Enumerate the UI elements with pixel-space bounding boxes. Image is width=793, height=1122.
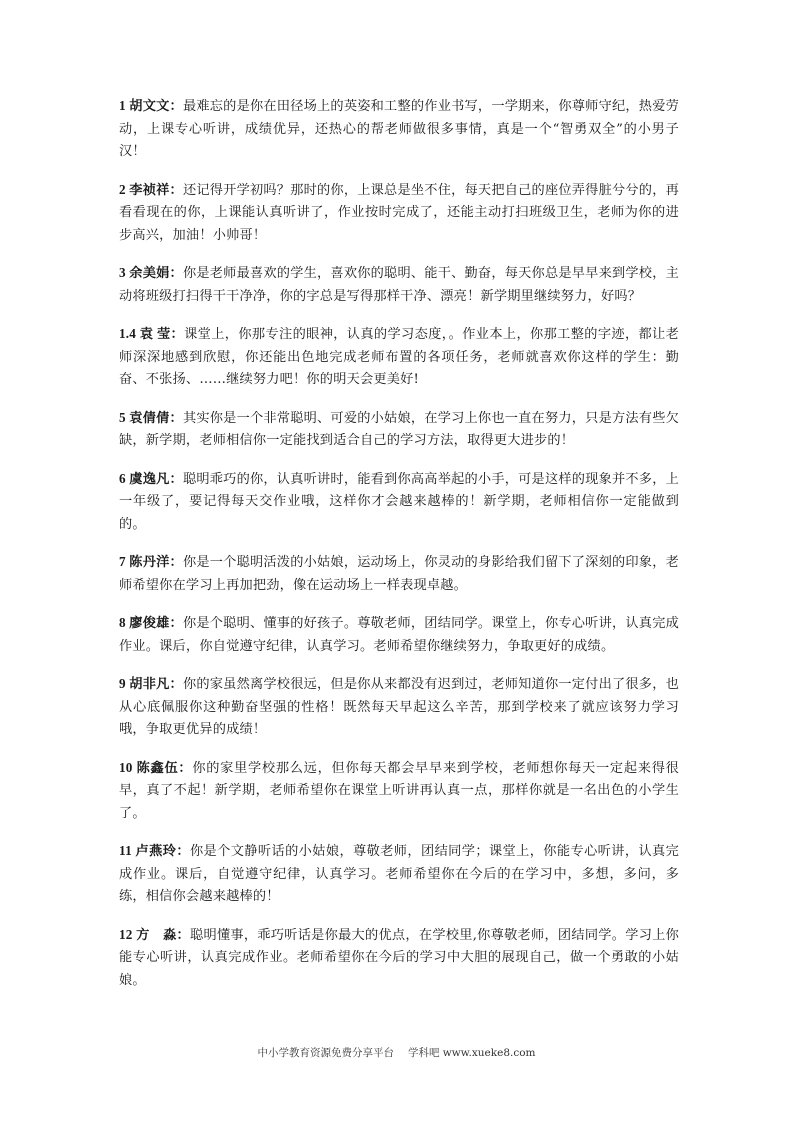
student-label: 1.4 袁 莹： <box>119 326 185 341</box>
comment-text: 聪明懂事，乖巧听话是你最大的优点，在学校里,你尊敬老师，团结同学。学习上你能专心听讲，认真完成作业。老师希望你在今后的学习中大胆的展现自己，做一个勇敢的小姑娘。 <box>119 927 680 988</box>
comment-text: 你是一个聪明活泼的小姑娘，运动场上，你灵动的身影给我们留下了深刻的印象，老师希望你在学习上再加把劲，像在运动场上一样表现卓越。 <box>119 555 680 593</box>
page-footer <box>0 1045 793 1060</box>
student-label: 9 胡非凡： <box>119 676 183 691</box>
student-label: 3 余美娟： <box>119 265 183 280</box>
comment-entry-3 <box>119 262 679 308</box>
student-label: 2 李祯祥： <box>119 181 183 197</box>
comment-entry-6 <box>119 468 679 537</box>
comment-entry-2 <box>119 179 679 248</box>
student-label: 11 卢燕玲： <box>119 843 190 858</box>
comment-entry-8 <box>119 612 679 658</box>
student-label: 10 陈鑫伍： <box>119 759 193 775</box>
comment-text: 最难忘的是你在田径场上的英姿和工整的作业书写，一学期来，你尊师守纪，热爱劳动，上课专心听讲，成绩优异，还热心的帮老师做很多事情，真是一个“智勇双全”的小男子汉！ <box>119 99 680 159</box>
comment-text: 你是老师最喜欢的学生，喜欢你的聪明、能干、勤奋，每天你总是早早来到学校，主动将班级打扫得干干净净，你的字总是写得那样干净、漂亮！新学期里继续努力，好吗？ <box>119 266 680 304</box>
comment-text: 你是个文静听话的小姑娘，尊敬老师，团结同学；课堂上，你能专心听讲，认真完成作业。课后，自觉遵守纪律，认真学习。老师希望你在今后的在学习中，多想，多问，多练，相信你会越来越棒的！ <box>119 844 680 904</box>
student-label: 12 方 淼： <box>119 926 191 942</box>
comment-text: 还记得开学初吗？那时的你，上课总是坐不住，每天把自己的座位弄得脏兮兮的，再看看现在的你，上课能认真听讲了，作业按时完成了，还能主动打扫班级卫生，老师为你的进步高兴，加油！小帅哥！ <box>119 182 680 243</box>
student-label: 1 胡文文： <box>119 98 183 113</box>
student-label: 8 廖俊雄： <box>119 615 183 630</box>
comment-text: 其实你是一个非常聪明、可爱的小姑娘，在学习上你也一直在努力，只是方法有些欠缺，新学期，老师相信你一定能找到适合自己的学习方法，取得更大进步的！ <box>119 410 680 448</box>
comment-text: 聪明乖巧的你，认真听讲时，能看到你高高举起的小手，可是这样的现象并不多，上一年级了，要记得每天交作业哦，这样你才会越来越棒的！新学期，老师相信你一定能做到的。 <box>119 471 680 532</box>
comment-entry-4 <box>119 323 679 392</box>
document-body <box>119 95 679 1007</box>
comment-entry-5 <box>119 407 679 453</box>
comment-text: 你的家虽然离学校很远，但是你从来都没有迟到过，老师知道你一定付出了很多，也从心底佩服你这种勤奋坚强的性格！既然每天早起这么辛苦，那到学校来了就应该努力学习哦，争取更优异的成绩！ <box>119 677 680 737</box>
student-label: 6 虞逸凡： <box>119 470 183 486</box>
footer-site-text: 学科吧 www.xueke8.com <box>407 1047 536 1059</box>
student-label: 5 袁倩倩： <box>119 409 183 425</box>
comment-entry-7 <box>119 551 679 597</box>
comment-entry-12 <box>119 924 679 993</box>
comment-entry-11 <box>119 840 679 909</box>
comment-entry-9 <box>119 673 679 742</box>
comment-entry-1 <box>119 95 679 164</box>
comment-entry-10 <box>119 757 679 826</box>
student-label: 7 陈丹洋： <box>119 554 183 569</box>
comment-text: 课堂上，你那专注的眼神，认真的学习态度，。作业本上，你那工整的字迹，都让老师深深地感到欣慰，你还能出色地完成老师布置的各项任务，老师就喜欢你这样的学生：勤奋、不张扬、……继续努力吧！你的明天会更美好! <box>119 327 680 387</box>
footer-platform-text: 中小学教育资源免费分享平台 <box>257 1047 394 1059</box>
comment-text: 你是个聪明、懂事的好孩子。尊敬老师，团结同学。课堂上，你专心听讲，认真完成作业。课后，你自觉遵守纪律，认真学习。老师希望你继续努力，争取更好的成绩。 <box>119 616 680 654</box>
comment-text: 你的家里学校那么远，但你每天都会早早来到学校，老师想你每天一定起来得很早，真了不起！新学期，老师希望你在课堂上听讲再认真一点，那样你就是一名出色的小学生了。 <box>119 760 680 821</box>
